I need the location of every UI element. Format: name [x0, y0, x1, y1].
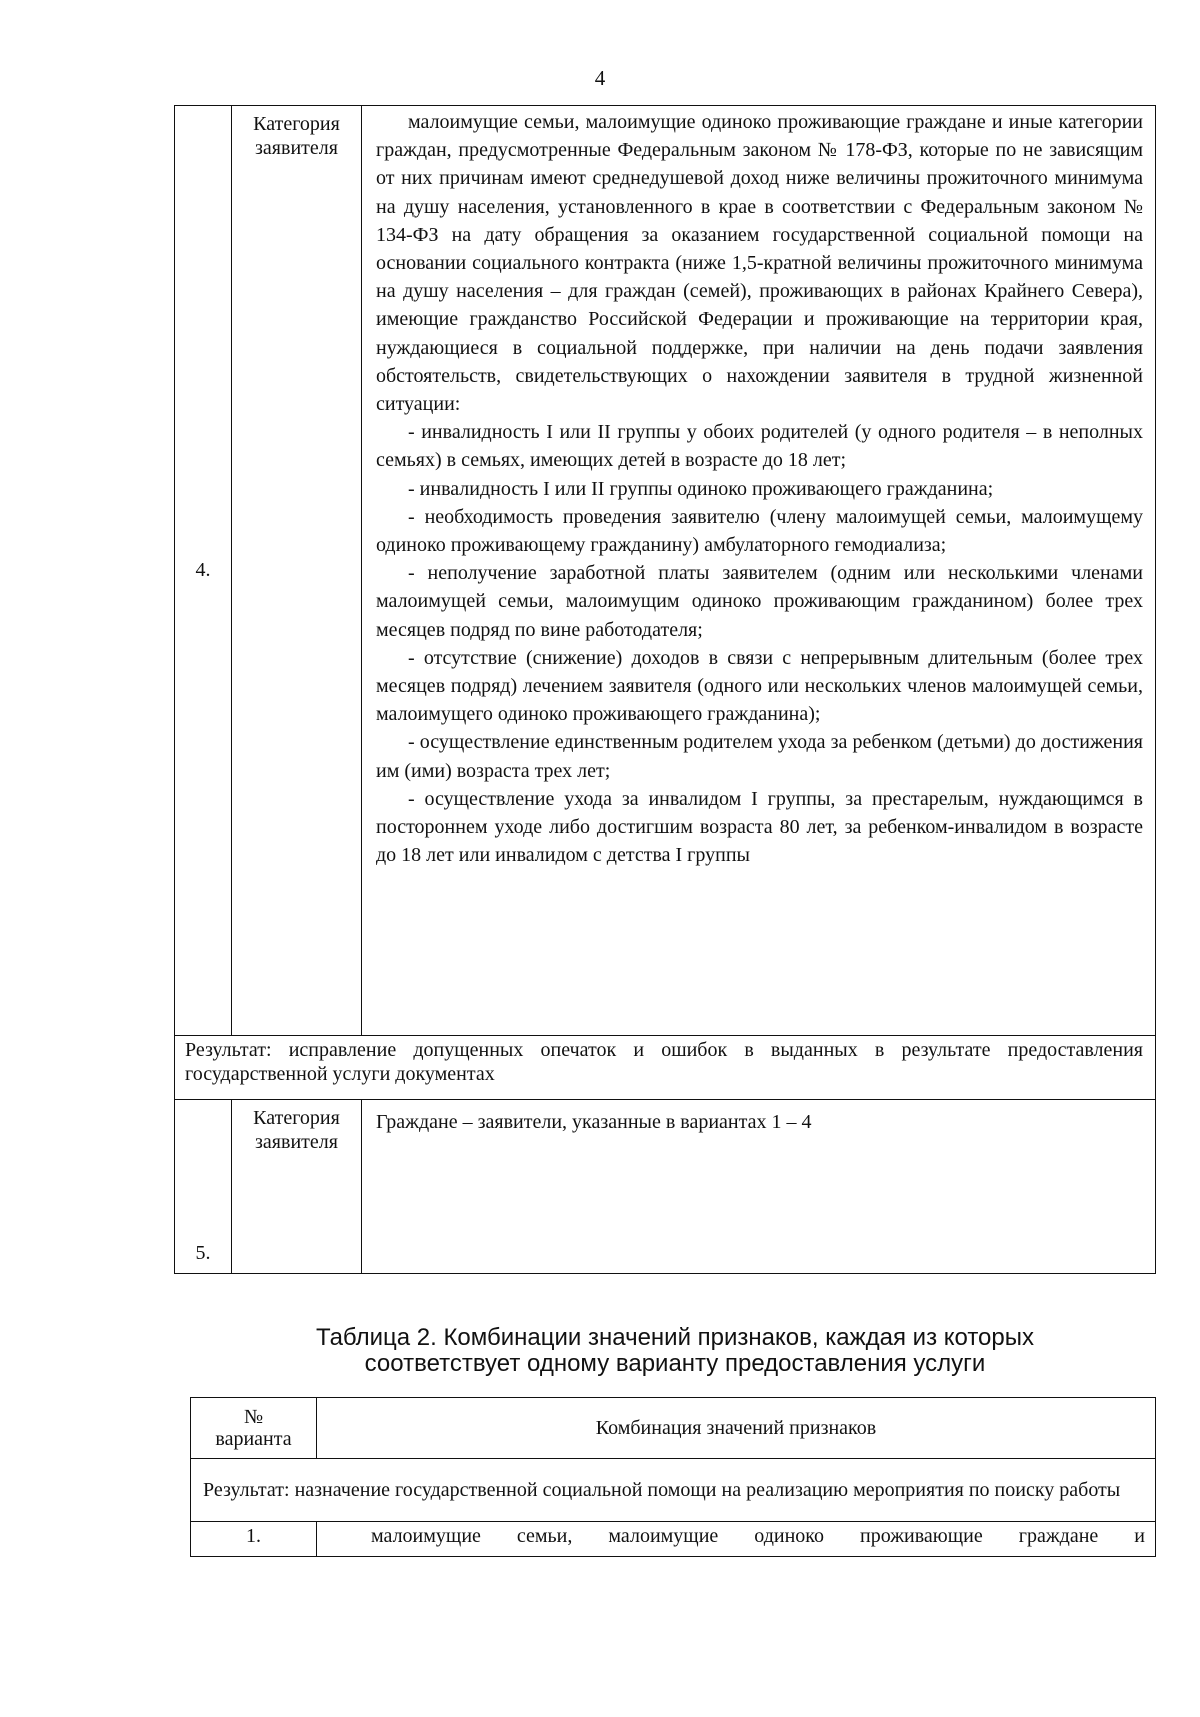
- table2-caption-line: Таблица 2. Комбинации значений признаков, каждая из которых: [316, 1324, 1034, 1351]
- table-row-result: [175, 1036, 1156, 1100]
- result-text: Результат: назначение государственной социальной помощи на реализацию мероприятия по поиску работы: [191, 1459, 1156, 1522]
- category-text: Граждане – заявители, указанные в вариантах 1 – 4: [376, 1111, 812, 1133]
- table2-caption-line: соответствует одному варианту предоставления услуги: [364, 1350, 986, 1377]
- table2-caption: [250, 1325, 1100, 1377]
- category-paragraph: - отсутствие (снижение) доходов в связи с непрерывным длительным (более трех месяцев подряд) лечением заявителя (одного или нескольких членов малоимущей семьи, малоимущего одиноко проживающего гражданина);: [376, 646, 1143, 726]
- combination-text: малоимущие семьи, малоимущие одиноко проживающие граждане и: [317, 1522, 1156, 1557]
- variant-number-cell: [175, 1100, 232, 1274]
- combination-column-header: Комбинация значений признаков: [317, 1398, 1156, 1459]
- table-row-variant-1: [191, 1522, 1156, 1557]
- table-header-row: [191, 1398, 1156, 1459]
- result-text: Результат: исправление допущенных опечаток и ошибок в выданных в результате предоставления государственной услуги документах: [175, 1036, 1156, 1100]
- category-label: Категория заявителя: [253, 1107, 340, 1153]
- variant-column-header: [191, 1398, 317, 1459]
- page-number: 4: [594, 66, 606, 90]
- variant-number: 4.: [195, 559, 211, 582]
- category-description-cell: [362, 106, 1156, 1036]
- category-description-cell: [362, 1100, 1156, 1274]
- table-row-variant-4: [175, 106, 1156, 1036]
- category-paragraph: - осуществление единственным родителем ухода за ребенком (детьми) до достижения им (ими) возраста трех лет;: [376, 731, 1143, 782]
- category-label: Категория заявителя: [253, 113, 340, 159]
- category-paragraph: - осуществление ухода за инвалидом I группы, за престарелым, нуждающимся в постороннем уходе либо достигшим возраста 80 лет, за ребенком-инвалидом в возрасте до 18 лет или инвалидом с детства I группы: [376, 787, 1143, 867]
- header-line: варианта: [215, 1428, 292, 1450]
- variant-number: 5.: [195, 1241, 211, 1264]
- category-paragraph: малоимущие семьи, малоимущие одиноко проживающие граждане и иные категории граждан, предусмотренные Федеральным законом № 178-ФЗ, которые по не зависящим от них причинам имеют среднедушевой доход ниже величины прожиточного минимума на душу населения, установленного в крае в соответствии с Федеральным законом № 134-ФЗ на дату обращения за оказанием государственной социальной помощи на основании социального контракта (ниже 1,5-кратной величины прожиточного минимума на душу населения – для граждан (семей), проживающих в районах Крайнего Севера), имеющие гражданство Российской Федерации и проживающие на территории края, нуждающиеся в социальной поддержке, при наличии на день подачи заявления обстоятельств, свидетельствующих о нахождении заявителя в трудной жизненной ситуации:: [376, 111, 1143, 416]
- category-paragraph: - необходимость проведения заявителю (члену малоимущей семьи, малоимущему одиноко проживающему гражданину) амбулаторного гемодиализа;: [376, 505, 1143, 557]
- category-paragraph: - неполучение заработной платы заявителем (одним или несколькими членами малоимущей семьи, малоимущим одиноко проживающим гражданином) более трех месяцев подряд по вине работодателя;: [376, 562, 1143, 641]
- category-paragraph: - инвалидность I или II группы одиноко проживающего гражданина;: [408, 477, 994, 500]
- table-row-result: [191, 1459, 1156, 1522]
- variant-number-cell: [175, 106, 232, 1036]
- table-row-variant-5: [175, 1100, 1156, 1274]
- feature-combinations-table: [190, 1397, 1156, 1557]
- applicant-categories-table: [174, 105, 1156, 1274]
- header-line: №: [243, 1406, 264, 1428]
- category-paragraph: - инвалидность I или II группы у обоих родителей (у одного родителя – в неполных семьях) в семьях, имеющих детей в возрасте до 18 лет;: [376, 421, 1143, 472]
- variant-number: 1.: [191, 1522, 317, 1557]
- category-label-cell: [232, 106, 362, 1036]
- category-label-cell: [232, 1100, 362, 1274]
